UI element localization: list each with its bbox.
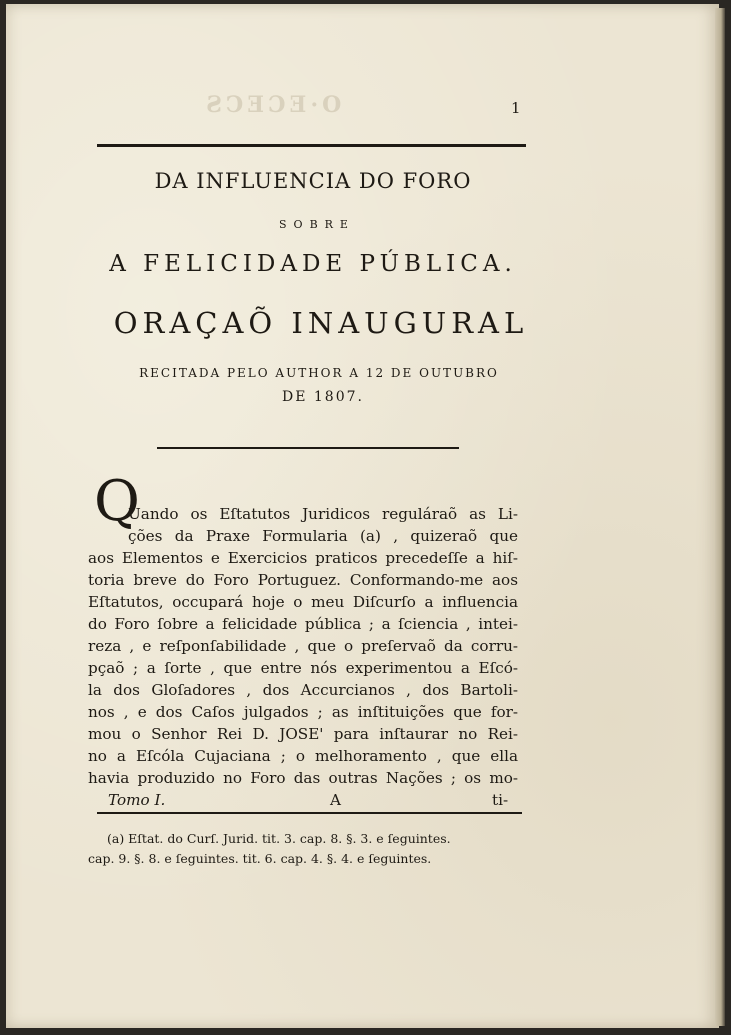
footnote-rule: [97, 812, 522, 814]
year-line: DE 1807.: [282, 389, 364, 405]
catchword: ti-: [492, 791, 509, 809]
show-through-text: ƧϽƎƆƎ·O: [206, 92, 346, 118]
title: ORAÇAÕ INAUGURAL: [113, 306, 529, 340]
middle-rule: [157, 447, 459, 449]
footnote-line: (a) Eſtat. do Curſ. Jurid. tit. 3. cap. 8. §. 3. e ſeguintes.: [107, 831, 451, 846]
body-line: nos , e dos Caſos julgados ; as inſtituições que for-: [88, 703, 518, 721]
body-line: no a Eſcóla Cujaciana ; o melhoramento , que ella: [88, 747, 518, 765]
book-page: [6, 4, 719, 1028]
body-line: havia produzido no Foro das outras Nações ; os mo-: [88, 769, 518, 787]
body-line: do Foro ſobre a felicidade pública ; a ſciencia , intei-: [88, 615, 518, 633]
body-line: Uando os Eſtatutos Juridicos reguláraõ as Li-: [128, 505, 518, 523]
drop-cap: Q: [94, 469, 140, 534]
volume-label: Tomo I.: [108, 791, 166, 809]
footnote-line: cap. 9. §. 8. e ſeguintes. tit. 6. cap. 4. §. 4. e ſeguintes.: [88, 851, 432, 866]
page-number: 1: [511, 99, 521, 117]
body-line: ções da Praxe Formularia (a) , quizeraõ que: [128, 527, 518, 545]
recited-line: RECITADA PELO AUTHOR A 12 DE OUTUBRO: [139, 366, 499, 380]
body-line: la dos Gloſadores , dos Accurcianos , dos Bartoli-: [88, 681, 518, 699]
subheading: A FELICIDADE PÚBLICA.: [109, 251, 517, 277]
top-rule: [97, 144, 526, 147]
page-edge: [715, 8, 725, 1026]
body-line: mou o Senhor Rei D. JOSE' para inſtaurar no Rei-: [88, 725, 518, 743]
body-line: reza , e reſponſabilidade , que o preſervaõ da corru-: [88, 637, 518, 655]
signature-mark: A: [330, 791, 341, 809]
body-line: Eſtatutos, occupará hoje o meu Diſcurſo a influencia: [88, 593, 518, 611]
body-line: toria breve do Foro Portuguez. Conformando-me aos: [88, 571, 518, 589]
body-line: pçaõ ; a ſorte , que entre nós experimentou a Eſcó-: [88, 659, 518, 677]
heading: DA INFLUENCIA DO FORO: [154, 169, 472, 193]
sobre-label: SOBRE: [279, 218, 355, 231]
body-line: aos Elementos e Exercicios praticos precedeſſe a hiſ-: [88, 549, 518, 567]
